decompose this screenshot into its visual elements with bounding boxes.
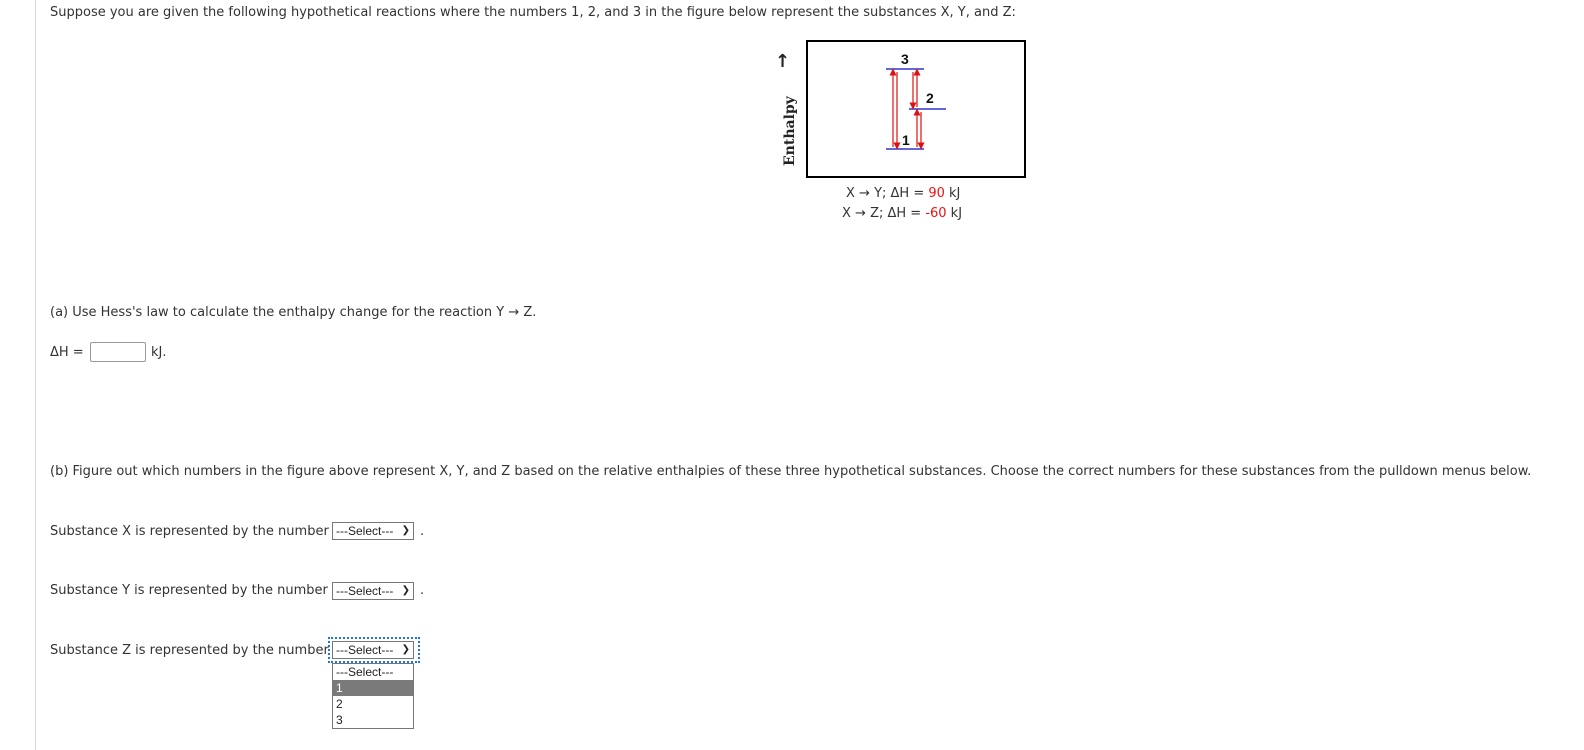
- chevron-down-icon: ❯: [401, 585, 410, 596]
- chevron-down-icon: ❯: [401, 525, 410, 536]
- level-label-2: 2: [926, 90, 934, 106]
- enthalpy-axis-arrow-icon: ↑: [775, 51, 791, 72]
- substance-x-period: .: [420, 524, 425, 539]
- part-b-prompt: (b) Figure out which numbers in the figure above represent X, Y, and Z based on the relative enthalpies of these three hypothetical substances. Choose the correct numbers for these substances from the pulldown menus below.: [50, 464, 1532, 479]
- substance-z-label: Substance Z is represented by the number: [50, 643, 329, 658]
- substance-y-period: .: [420, 583, 425, 598]
- substance-x-label: Substance X is represented by the number: [50, 524, 329, 539]
- dropdown-option-3[interactable]: 3: [336, 713, 343, 727]
- substance-z-dropdown-list: [332, 663, 414, 729]
- substance-z-select[interactable]: ---Select--- ❯: [332, 641, 414, 659]
- dropdown-option-2[interactable]: 2: [336, 697, 343, 711]
- enthalpy-diagram: [806, 40, 1026, 178]
- delta-h-label: ΔH =: [50, 345, 84, 360]
- reaction-x-to-z-value: -60: [925, 206, 947, 221]
- part-a-prompt: (a) Use Hess's law to calculate the enthalpy change for the reaction Y → Z.: [50, 305, 537, 320]
- dropdown-option-select[interactable]: ---Select---: [336, 665, 394, 679]
- substance-x-select[interactable]: ---Select--- ❯: [332, 522, 414, 540]
- intro-text: Suppose you are given the following hypothetical reactions where the numbers 1, 2, and 3 in the figure below represent the substances X, Y, and Z:: [50, 5, 1016, 20]
- enthalpy-axis-label: Enthalpy: [782, 96, 798, 166]
- left-divider: [35, 0, 36, 750]
- reaction-x-to-y: X → Y; ΔH = 90 kJ: [846, 186, 961, 201]
- reaction-x-to-z: X → Z; ΔH = -60 kJ: [842, 206, 963, 221]
- level-label-3: 3: [901, 51, 909, 67]
- level-label-1: 1: [902, 132, 910, 148]
- chevron-down-icon: ❯: [401, 644, 410, 655]
- reaction-x-to-y-value: 90: [928, 186, 945, 201]
- delta-h-unit: kJ.: [151, 345, 167, 360]
- delta-h-input[interactable]: [90, 342, 146, 362]
- dropdown-option-1[interactable]: 1: [333, 680, 413, 696]
- substance-y-select[interactable]: ---Select--- ❯: [332, 582, 414, 600]
- substance-y-label: Substance Y is represented by the number: [50, 583, 328, 598]
